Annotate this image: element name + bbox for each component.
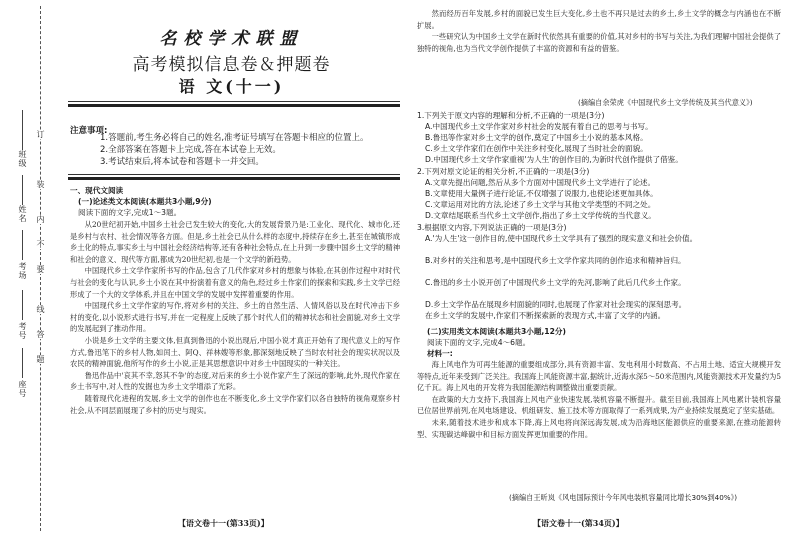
material-paragraph: 在政策的大力支持下,我国海上风电产业快速发展,装机容量不断提升。截至目前,我国海上风电累计装机容量已位居世界前列,在风电场建设、机组研发、施工技术等方面取得了一系列成果,为产业持续发展奠定了坚实基础。 xyxy=(417,394,781,416)
passage-paragraph: 中国现代乡土文学作家的写作,将对乡村的关注、乡土的自然生活、人情风俗以及在时代冲击下乡村的变化,以小说形式进行书写,并在一定程度上反映了那个时代人们的精神状态和社会面貌,对乡土文学的发展起到了推动作用。 xyxy=(70,301,400,334)
header-rule-thick xyxy=(68,104,400,107)
note-item: 1.答题前,考生务必将自己的姓名,准考证号填写在答题卡相应的位置上。 xyxy=(100,133,369,143)
notes-rule-thin xyxy=(68,174,400,175)
question-2-option-b: B.文章使用大量例子进行论证,不仅增强了说服力,也使论述更加具体。 xyxy=(425,189,658,198)
question-3-option-c: C.鲁迅的乡土小说开创了中国现代乡土文学的先河,影响了此后几代乡土作家。 xyxy=(425,278,686,287)
question-3-stem: 3.根据原文内容,下列说法正确的一项是(3分) xyxy=(417,223,567,232)
margin-mark-yao: 要 xyxy=(36,265,45,274)
margin-mark-nei: 内 xyxy=(36,215,45,224)
part2-title: (二)实用类文本阅读(本题共3小题,12分) xyxy=(427,327,566,336)
question-3-option-b: B.对乡村的关注和思考,是中国现代乡土文学作家共同的创作追求和精神旨归。 xyxy=(425,256,686,265)
margin-label-class: 班级 xyxy=(18,150,27,168)
question-1-option-d: D.中国现代乡土文学作家重视'为人生'的创作目的,为新时代创作提供了借鉴。 xyxy=(425,155,683,164)
question-2-option-d: D.文章结尾联系当代乡土文学创作,指出了乡土文学传统的当代意义。 xyxy=(425,211,656,220)
class-field-line xyxy=(22,110,23,150)
question-1-option-c: C.乡土文学作家们在创作中关注乡村变化,展现了当时社会的面貌。 xyxy=(425,144,648,153)
exam-number-field-line xyxy=(22,290,23,320)
notes-title: 注意事项: xyxy=(70,126,108,136)
question-2-option-c: C.文章运用对比的方法,论述了乡土文学与其他文学类型的不同之处。 xyxy=(425,200,656,209)
margin-mark-zhuang: 装 xyxy=(36,180,45,189)
right-column xyxy=(413,0,785,537)
part2-instruction: 阅读下面的文字,完成4～6题。 xyxy=(427,338,531,347)
passage1-continued xyxy=(417,8,781,90)
binding-margin xyxy=(0,0,56,537)
page-footer-right: 【语文卷十一(第34页)】 xyxy=(533,518,624,528)
passage-paragraph: 中国现代乡土文学作家所书写的作品,包含了几代作家对乡村的想象与体验,在其创作过程中对时代与社会的变化与认识,乡土小说在其中扮演着有意义的角色,经过乡土作家们的探索和实践,乡土文学已经形成了一个大的文学体系,并且在中国文学的发展中发挥着重要的作用。 xyxy=(70,266,400,299)
material-paragraph: 海上风电作为可再生能源的重要组成部分,具有资源丰富、发电利用小时数高、不占用土地、适宜大规模开发等特点,近年来受到广泛关注。我国海上风能资源丰富,据统计,近海水深5～50米范围内,风能资源技术开发量约为5亿千瓦。海上风电的开发将为我国能源结构调整做出重要贡献。 xyxy=(417,360,781,393)
passage1-source: (摘编自余荣虎《中国现代乡土文学传统及其当代意义》) xyxy=(578,98,753,107)
question-2-option-a: A.文章先提出问题,然后从多个方面对中国现代乡土文学进行了论述。 xyxy=(425,178,656,187)
question-1-option-a: A.中国现代乡土文学作家对乡村社会的发展有着自己的思考与书写。 xyxy=(425,122,653,131)
margin-label-exam-number: 考号 xyxy=(18,322,27,340)
passage-paragraph: 小说是乡土文学的主要文体,但真到鲁迅的小说出现后,中国小说才真正开始有了现代意义上的写作方式,鲁迅笔下的乡村人物,如闰土、阿Q、祥林嫂等形象,都深刻地反映了当时农村社会的现实状况以及农民的精神面貌,他所写作的乡土小说,正是其思想意识中对乡土中国现实的一种关注。 xyxy=(70,335,400,369)
material-paragraph: 未来,随着技术进步和成本下降,海上风电将向深远海发展,成为沿海地区能源供应的重要来源,在推动能源转型、实现碳达峰碳中和目标方面发挥更加重要的作用。 xyxy=(417,417,781,439)
seat-number-field-line xyxy=(22,348,23,378)
question-2-stem: 2.下列对原文论证的相关分析,不正确的一项是(3分) xyxy=(417,167,590,176)
margin-mark-xian: 线 xyxy=(36,305,45,314)
passage-paragraph: 从20世纪初开始,中国乡土社会已发生较大的变化,大的发展背景乃是:工业化、现代化、城市化,还是乡村与农村、社会情况等各方面。但是,乡土社会已从什么样的态度中,持续存在乡土,甚至在城镇形成乡土化的特点,事实乡土与中国社会经济结构等,还有各种社会特点,在上升到一步骤中国乡土文学的精神和社会的意义、现代等方面,都成为20世纪初,也是一个文学的新趋势。 xyxy=(70,220,400,264)
subject-title: 语 文(十一) xyxy=(178,77,285,96)
left-column xyxy=(60,0,403,537)
passage1-text xyxy=(70,219,400,519)
section-title: 一、现代文阅读 xyxy=(70,186,124,195)
question-1-stem: 1.下列关于原文内容的理解和分析,不正确的一项是(3分) xyxy=(417,111,605,120)
exam-room-field-line xyxy=(22,230,23,260)
question-3-option-d: D.乡土文学作品在展现乡村面貌的同时,也展现了作家对社会现实的深刻思考。 xyxy=(425,300,687,309)
material1-source: (摘编自王昕岚《风电国际预计今年风电装机容量同比增长30%到40%》) xyxy=(509,493,738,502)
notes-rule-thick xyxy=(68,177,400,180)
question-3-option-a: A.'为人生'这一创作目的,使中国现代乡土文学具有了强烈的现实意义和社会价值。 xyxy=(425,234,698,243)
margin-mark-bu: 不 xyxy=(36,240,45,249)
passage-paragraph: 一些研究认为中国乡土文学在新时代依然具有重要的价值,其对乡村的书写与关注,为我们理解中国社会提供了独特的视角,也为当代文学创作提供了丰富的资源和有益的借鉴。 xyxy=(417,32,781,53)
page-footer-left: 【语文卷十一(第33页)】 xyxy=(178,518,269,528)
header-rule-thin xyxy=(68,101,400,102)
name-field-line xyxy=(22,175,23,205)
material1-text xyxy=(417,359,781,491)
margin-mark-da: 答 xyxy=(36,330,45,339)
note-item: 2.全部答案在答题卡上完成,答在本试卷上无效。 xyxy=(100,145,281,155)
question-1-option-b: B.鲁迅等作家对乡土文学的创作,奠定了中国乡土小说的基本风格。 xyxy=(425,133,648,142)
margin-mark-ti: 题 xyxy=(36,355,45,364)
passage-paragraph: 随着现代化进程的发展,乡土文学的创作也在不断变化,乡土文学作家们以各自独特的视角观察乡村社会,从不同层面展现了乡村的历史与现实。 xyxy=(70,393,400,415)
part1-instruction: 阅读下面的文字,完成1～3题。 xyxy=(78,208,182,217)
part1-title: (一)论述类文本阅读(本题共3小题,9分) xyxy=(78,197,212,206)
material1-label: 材料一: xyxy=(427,349,453,358)
passage-paragraph: 鲁迅作品中'哀其不幸,怒其不争'的态度,对后来的乡土小说作家产生了深远的影响,此外,现代作家在乡土书写中,对人性的发掘也为乡土文学增添了光彩。 xyxy=(70,370,400,392)
question-3-note: 在乡土文学的发展中,作家们不断探索新的表现方式,丰富了文学的内涵。 xyxy=(425,311,666,320)
passage-paragraph: 然而经历百年发展,乡村的面貌已发生巨大变化,乡土也不再只是过去的乡土,乡土文学的概念与内涵也在不断扩展。 xyxy=(417,9,781,30)
margin-mark-ding: 订 xyxy=(36,130,45,139)
union-logo-text: 名校学术联盟 xyxy=(159,29,304,49)
exam-title: 高考模拟信息卷＆押题卷 xyxy=(132,55,331,75)
note-item: 3.考试结束后,将本试卷和答题卡一并交回。 xyxy=(100,157,264,167)
margin-label-name: 姓名 xyxy=(18,205,27,223)
margin-label-seat-number: 座号 xyxy=(18,380,27,398)
margin-label-exam-room: 考场 xyxy=(18,262,27,280)
